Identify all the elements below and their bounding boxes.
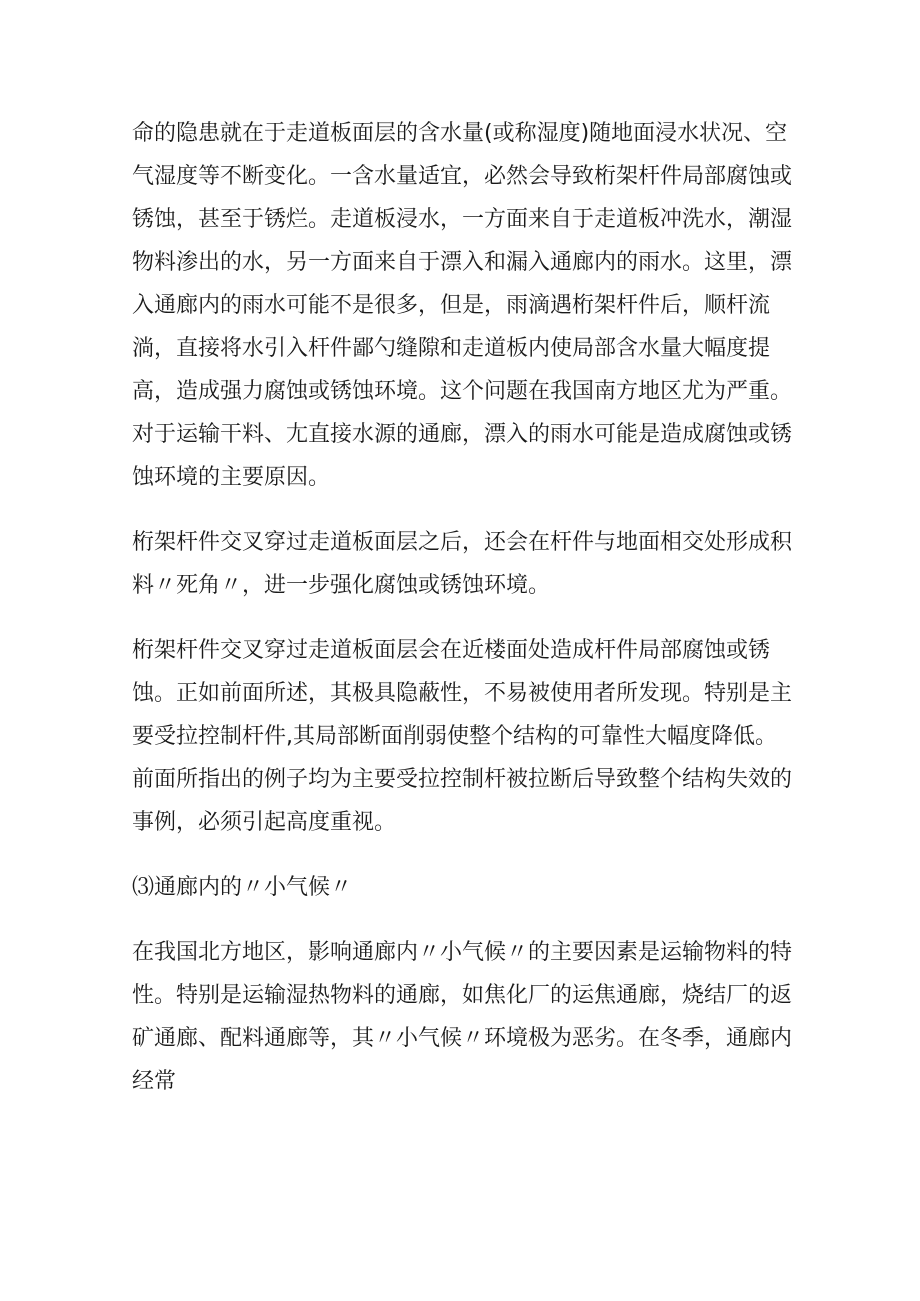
paragraph-3: 桁架杆件交叉穿过走道板面层会在近楼面处造成杆件局部腐蚀或锈蚀。正如前面所述，其极具隐蔽性，不易被使用者所发现。特别是主要受拉控制杆件,其局部断面削弱使整个结构的可靠性大幅度降低。前面所指出的例子均为主要受拉控制杆被拉断后导致整个结构失效的事例，必须引起高度重视。 — [132, 638, 793, 835]
paragraph-2: 桁架杆件交叉穿过走道板面层之后，还会在杆件与地面相交处形成积料〃死角〃，进一步强化腐蚀或锈蚀环境。 — [132, 530, 793, 598]
paragraph-4: 在我国北方地区，影响通廊内〃小气候〃的主要因素是运输物料的特性。特别是运输湿热物料的通廊，如焦化厂的运焦通廊，烧结厂的返矿通廊、配料通廊等，其〃小气候〃环境极为恶劣。在冬季，通廊内经常 — [132, 940, 793, 1094]
paragraph-1: 命的隐患就在于走道板面层的含水量(或称湿度)随地面浸水状况、空气湿度等不断变化。一含水量适宜，必然会导致桁架杆件局部腐蚀或锈蚀，甚至于锈烂。走道板浸水，一方面来自于走道板冲洗水，潮湿物料渗出的水，另一方面来自于漂入和漏入通廊内的雨水。这里，漂入通廊内的雨水可能不是很多，但是，雨滴遇桁架杆件后，顺杆流淌，直接将水引入杆件鄙勺缝隙和走道板内使局部含水量大幅度提高，造成强力腐蚀或锈蚀环境。这个问题在我国南方地区尤为严重。对于运输干料、尢直接水源的通廊，漂入的雨水可能是造成腐蚀或锈蚀环境的主要原因。 — [132, 121, 793, 490]
document-body — [132, 112, 796, 1125]
section-heading: ⑶通廊内的〃小气候〃 — [132, 875, 353, 900]
